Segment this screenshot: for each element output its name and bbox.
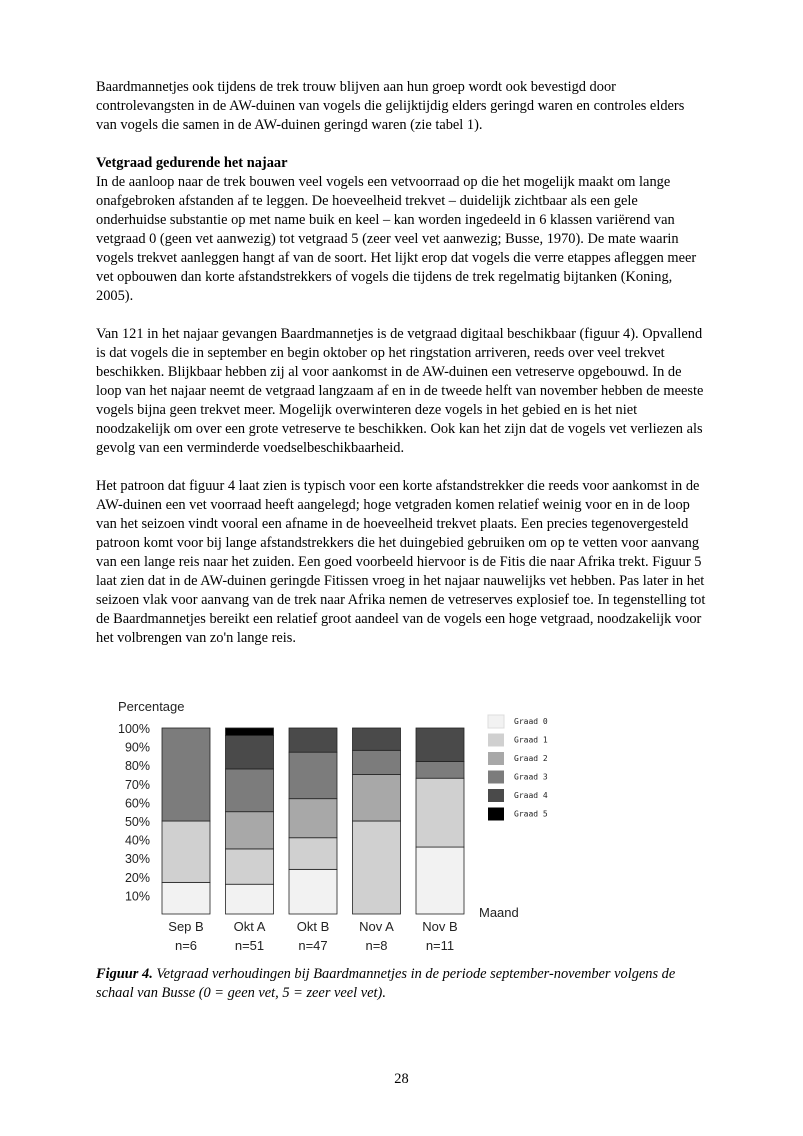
caption-text: Vetgraad verhoudingen bij Baardmannetjes in de periode september-november volgens de schaal van Busse (0 = geen vet, 5 = zeer veel vet). <box>96 966 676 1001</box>
y-axis-label: Percentage <box>118 699 185 714</box>
x-tick-label: Nov A <box>359 919 394 934</box>
sample-size-label: n=8 <box>365 938 388 953</box>
sample-size-label: n=6 <box>174 938 198 953</box>
y-tick-label: 30% <box>124 852 150 867</box>
legend-swatch <box>488 789 504 802</box>
bar-segment <box>416 778 464 847</box>
y-tick-label: 100% <box>118 722 150 736</box>
caption-label: Figuur 4. <box>96 966 153 982</box>
paragraph-results: Van 121 in het najaar gevangen Baardmannetjes is de vetgraad digitaal beschikbaar (figuur 4). Opvallend is dat vogels die in september en begin oktober op het ringstation arriveren, reeds over veel trekvet beschikken. Blijkbaar hebben zij al voor aankomst in de AW-duinen een vetreserve opgebouwd. In de loop van het najaar neemt de vetgraad langzaam af en in de tweede helft van november hebben de meeste vogels bijna geen trekvet meer. Mogelijk overwinteren deze vogels in het gebied en is het niet noodzakelijk om over een grote vetreserve te beschikken. Ook kan het zijn dat de vogels vet verliezen als gevolg van een verminderde voedselbeschikbaarheid. <box>96 326 704 456</box>
stacked-bar-chart <box>96 693 708 958</box>
x-tick-label: Okt A <box>233 919 266 934</box>
bar-segment <box>353 728 401 750</box>
y-tick-label: 60% <box>124 796 150 811</box>
bar-segment <box>353 821 401 914</box>
y-tick-label: 50% <box>124 815 150 829</box>
bar-segment <box>353 775 401 822</box>
sample-size-label: n=47 <box>298 938 328 953</box>
bar-segment <box>289 752 337 799</box>
legend-label: Graad 2 <box>514 754 548 763</box>
legend-swatch <box>488 715 504 728</box>
section-heading: Vetgraad gedurende het najaar <box>96 155 288 171</box>
figure-4 <box>96 693 708 958</box>
legend-label: Graad 0 <box>514 717 548 726</box>
legend-label: Graad 5 <box>514 809 548 819</box>
legend-swatch <box>488 734 504 747</box>
bar-segment <box>289 869 337 914</box>
y-tick-label: 10% <box>124 889 150 904</box>
bar-segment <box>226 812 274 849</box>
bar-segment <box>226 728 274 735</box>
y-tick-label: 40% <box>124 833 150 848</box>
bar-segment <box>416 728 464 761</box>
legend-label: Graad 3 <box>514 772 548 782</box>
legend-label: Graad 1 <box>514 735 548 745</box>
x-tick-label: Okt B <box>296 919 330 934</box>
bar-segment <box>289 799 337 838</box>
x-axis-label: Maand <box>479 905 519 920</box>
bar-segment <box>226 735 274 768</box>
y-tick-label: 20% <box>124 870 150 885</box>
bar-segment <box>162 882 210 914</box>
x-tick-label: Sep B <box>168 919 204 934</box>
page-text <box>96 78 708 648</box>
bar-segment <box>226 849 274 884</box>
bar-segment <box>416 847 464 914</box>
y-tick-label: 90% <box>124 740 150 755</box>
page-number: 28 <box>394 1071 409 1087</box>
paragraph-intro: Baardmannetjes ook tijdens de trek trouw blijven aan hun groep wordt ook bevestigd door controlevangsten in de AW-duinen van vogels die gelijktijdig elders geringd waren en controles elders van vogels die samen in de AW-duinen geringd waren (zie tabel 1). <box>96 79 685 133</box>
bar-segment <box>226 884 274 914</box>
bar-segment <box>353 750 401 774</box>
bar-segment <box>289 838 337 870</box>
figure-caption <box>96 965 708 1003</box>
bar-segment <box>416 761 464 778</box>
paragraph-fat-reserves: In de aanloop naar de trek bouwen veel vogels een vetvoorraad op die het mogelijk maakt om lange onafgebroken afstanden af te leggen. De hoeveelheid trekvet – duidelijk zichtbaar als een gele onderhuidse substantie op met name buik en keel – kan worden ingedeeld in 6 klassen variërend van vetgraad 0 (geen vet aanwezig) tot vetgraad 5 (zeer veel vet aanwezig; Busse, 1970). De mate waarin vogels trekvet aanleggen hangt af van de soort. Het lijkt erop dat vogels die verre etappes afleggen meer vet opbouwen dan korte afstandstrekkers of vogels die tijdens de trek regelmatig bijtanken (Koning, 2005). <box>96 174 697 304</box>
bar-segment <box>162 821 210 882</box>
bar-segment <box>162 728 210 821</box>
y-tick-label: 80% <box>124 759 150 774</box>
bar-segment <box>226 769 274 812</box>
legend-swatch <box>488 808 504 821</box>
bar-segment <box>289 728 337 752</box>
y-tick-label: 70% <box>124 777 150 792</box>
legend-label: Graad 4 <box>514 791 548 800</box>
legend-swatch <box>488 752 504 765</box>
x-tick-label: Nov B <box>422 919 458 934</box>
legend-swatch <box>488 771 504 784</box>
sample-size-label: n=51 <box>234 938 265 953</box>
sample-size-label: n=11 <box>425 938 455 953</box>
paragraph-pattern: Het patroon dat figuur 4 laat zien is typisch voor een korte afstandstrekker die reeds voor aankomst in de AW-duinen een vet voorraad heeft aangelegd; hoge vetgraden komen relatief weinig voor en in de loop van het seizoen vindt vooral een afname in de hoeveelheid trekvet plaats. Een precies tegenovergesteld patroon komt voor bij lange afstandstrekkers die het duingebied gebruiken om op te vetten voor aanvang van een lange reis naar het zuiden. Een goed voorbeeld hiervoor is de Fitis die naar Afrika trekt. Figuur 5 laat zien dat in de AW-duinen geringde Fitissen vroeg in het najaar nauwelijks vet hebben. Pas later in het seizoen vlak voor aanvang van de trek naar Afrika nemen de vetreserves explosief toe. In tegenstelling tot de Baardmannetjes bereikt een relatief groot aandeel van de vogels een hoge vetgraad, noodzakelijk voor het volbrengen van zo'n lange reis. <box>96 478 706 646</box>
